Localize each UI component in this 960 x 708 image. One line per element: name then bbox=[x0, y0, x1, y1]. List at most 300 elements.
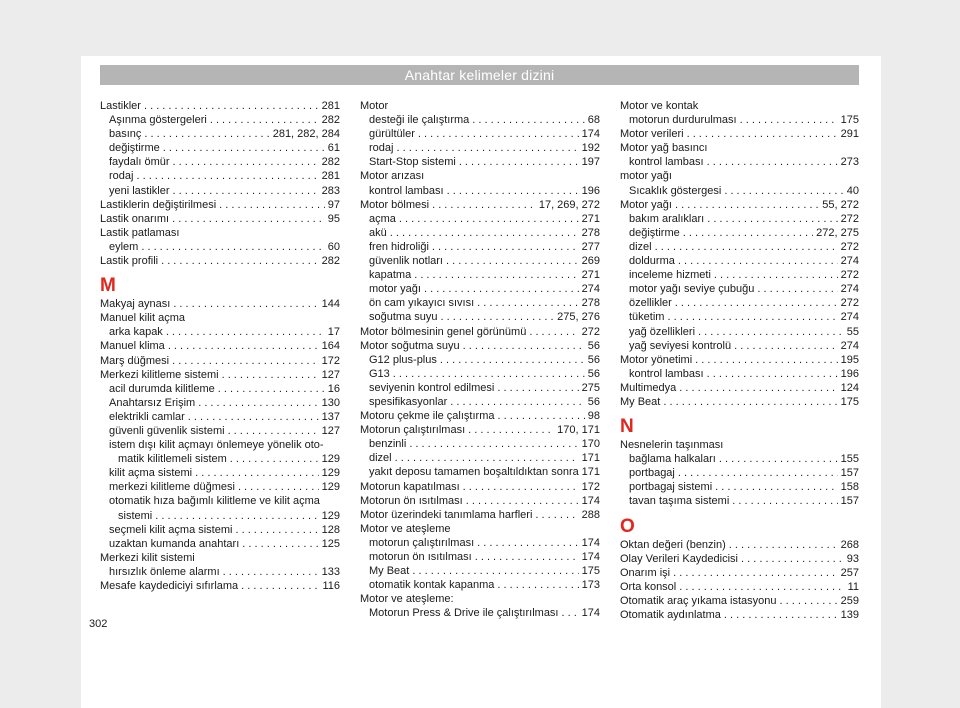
dot-leader bbox=[409, 437, 578, 451]
entry-page-ref: 157 bbox=[840, 467, 859, 480]
entry-page-ref: 282 bbox=[321, 114, 340, 127]
index-entry bbox=[620, 608, 859, 622]
dot-leader bbox=[724, 184, 843, 198]
index-entry bbox=[360, 155, 600, 169]
dot-leader bbox=[172, 354, 319, 368]
dot-leader bbox=[655, 240, 838, 254]
index-entry bbox=[360, 592, 600, 606]
index-entry bbox=[620, 169, 859, 183]
entry-term: motorun ön ısıtılması bbox=[369, 551, 472, 563]
entry-page-ref: 281 bbox=[321, 100, 340, 112]
dot-leader bbox=[529, 325, 578, 339]
dot-leader bbox=[395, 451, 579, 465]
dot-leader bbox=[663, 395, 837, 409]
dot-leader bbox=[675, 198, 819, 212]
index-entry bbox=[620, 594, 859, 608]
index-entry bbox=[620, 353, 859, 367]
index-entry bbox=[620, 212, 859, 226]
dot-leader bbox=[218, 382, 325, 396]
dot-leader bbox=[230, 452, 319, 466]
entry-page-ref: 17, 269, 272 bbox=[538, 198, 600, 211]
entry-term: Motor soğutma suyu bbox=[360, 339, 460, 352]
entry-page-ref: 17 bbox=[327, 326, 340, 339]
dot-leader bbox=[390, 226, 579, 240]
index-entry bbox=[360, 381, 600, 395]
index-entry bbox=[620, 466, 859, 480]
entry-page-ref: 172 bbox=[581, 480, 600, 493]
dot-leader bbox=[440, 310, 554, 324]
index-column-2 bbox=[360, 99, 600, 620]
dot-leader bbox=[734, 339, 838, 353]
dot-leader bbox=[679, 580, 844, 594]
dot-leader bbox=[396, 141, 578, 155]
entry-term: Lastiklerin değiştirilmesi bbox=[100, 198, 217, 211]
entry-page-ref: 93 bbox=[846, 552, 859, 565]
dot-leader bbox=[450, 395, 584, 409]
entry-term: dizel bbox=[629, 240, 652, 253]
index-entry bbox=[360, 99, 600, 113]
entry-term: G13 bbox=[369, 367, 390, 380]
entry-page-ref: 125 bbox=[321, 537, 340, 550]
entry-page-ref: 129 bbox=[321, 509, 340, 522]
entry-term: Start-Stop sistemi bbox=[369, 156, 456, 169]
entry-term: Lastik profili bbox=[100, 255, 159, 268]
entry-term: motorun çalıştırılması bbox=[369, 536, 475, 549]
entry-term: desteği ile çalıştırma bbox=[369, 114, 470, 127]
index-entry bbox=[360, 127, 600, 141]
entry-page-ref: 55, 272 bbox=[822, 198, 859, 211]
entry-page-ref: 274 bbox=[840, 255, 859, 268]
entry-term: Mesafe kaydediciyi sıfırlama bbox=[100, 580, 239, 592]
entry-page-ref: 129 bbox=[321, 453, 340, 466]
page-title: Anahtar kelimeler dizini bbox=[100, 65, 859, 85]
entry-term: Sıcaklık göstergesi bbox=[629, 184, 722, 197]
dot-leader bbox=[219, 198, 325, 212]
index-entry bbox=[620, 494, 859, 508]
index-entry bbox=[100, 480, 340, 494]
entry-page-ref: 97 bbox=[327, 198, 340, 211]
entry-page-ref: 291 bbox=[840, 128, 859, 141]
index-entry bbox=[360, 254, 600, 268]
index-entry bbox=[100, 579, 340, 593]
index-entry bbox=[100, 311, 340, 325]
dot-leader bbox=[724, 608, 838, 622]
entry-term: uzaktan kumanda anahtarı bbox=[109, 537, 240, 550]
dot-leader bbox=[732, 494, 837, 508]
dot-leader bbox=[222, 368, 319, 382]
index-entry bbox=[100, 466, 340, 480]
index-entry bbox=[100, 551, 340, 565]
entry-page-ref: 273 bbox=[840, 156, 859, 169]
dot-leader bbox=[418, 127, 579, 141]
index-entry bbox=[360, 451, 600, 465]
index-entry bbox=[360, 494, 600, 508]
entry-term: kontrol lambası bbox=[629, 156, 704, 169]
entry-page-ref: 259 bbox=[840, 594, 859, 607]
index-entry bbox=[620, 452, 859, 466]
entry-term: yeni lastikler bbox=[109, 184, 170, 197]
index-entry bbox=[100, 127, 340, 141]
index-entry bbox=[100, 212, 340, 226]
dot-leader bbox=[463, 480, 579, 494]
entry-term: motorun durdurulması bbox=[629, 114, 737, 127]
entry-term: gürültüler bbox=[369, 128, 415, 141]
entry-term: Motor bölmesinin genel görünümü bbox=[360, 325, 527, 338]
entry-page-ref: 175 bbox=[581, 565, 600, 578]
index-entry bbox=[620, 113, 859, 127]
entry-term: yağ özellikleri bbox=[629, 325, 696, 338]
dot-leader bbox=[198, 396, 318, 410]
index-entry bbox=[100, 184, 340, 198]
dot-leader bbox=[679, 381, 837, 395]
index-entry bbox=[360, 310, 600, 324]
entry-term: Lastik onarımı bbox=[100, 212, 170, 225]
entry-page-ref: 271 bbox=[581, 269, 600, 282]
index-entry bbox=[360, 564, 600, 578]
section-letter: M bbox=[100, 275, 116, 297]
index-entry bbox=[360, 353, 600, 367]
entry-term: yakıt deposu tamamen boşaltıldıktan sonra bbox=[369, 466, 579, 479]
dot-leader bbox=[667, 310, 837, 324]
index-entry bbox=[100, 424, 340, 438]
dot-leader bbox=[210, 113, 319, 127]
dot-leader bbox=[163, 141, 325, 155]
index-entry bbox=[100, 410, 340, 424]
entry-page-ref: 196 bbox=[840, 367, 859, 380]
entry-term: Motor bölmesi bbox=[360, 198, 430, 211]
index-entry bbox=[100, 494, 340, 508]
dot-leader bbox=[223, 565, 319, 579]
index-entry bbox=[360, 141, 600, 155]
entry-term: arka kapak bbox=[109, 326, 163, 339]
entry-page-ref: 192 bbox=[581, 142, 600, 155]
entry-page-ref: 171 bbox=[581, 452, 600, 465]
entry-page-ref: 172 bbox=[321, 354, 340, 367]
index-entry bbox=[360, 578, 600, 592]
index-entry bbox=[620, 184, 859, 198]
entry-term: inceleme hizmeti bbox=[629, 269, 711, 282]
entry-page-ref: 157 bbox=[840, 495, 859, 508]
dot-leader bbox=[241, 579, 319, 593]
entry-page-ref: 174 bbox=[581, 536, 600, 549]
index-entry bbox=[360, 437, 600, 451]
dot-leader bbox=[173, 184, 319, 198]
entry-page-ref: 274 bbox=[840, 311, 859, 324]
entry-term: Motor yönetimi bbox=[620, 353, 693, 366]
entry-term: kontrol lambası bbox=[629, 367, 704, 380]
index-entry bbox=[620, 381, 859, 395]
entry-term: açma bbox=[369, 212, 396, 225]
index-entry bbox=[620, 367, 859, 381]
index-entry bbox=[620, 296, 859, 310]
entry-page-ref: 133 bbox=[321, 565, 340, 578]
entry-term: G12 plus-plus bbox=[369, 353, 437, 366]
entry-term: yağ seviyesi kontrolü bbox=[629, 339, 732, 352]
index-entry bbox=[620, 538, 859, 552]
entry-page-ref: 196 bbox=[581, 184, 600, 197]
entry-page-ref: 271 bbox=[581, 212, 600, 225]
dot-leader bbox=[707, 212, 837, 226]
entry-term: Otomatik araç yıkama istasyonu bbox=[620, 594, 777, 607]
entry-page-ref: 281, 282, 284 bbox=[272, 128, 340, 141]
dot-leader bbox=[141, 240, 324, 254]
entry-term: Oktan değeri (benzin) bbox=[620, 538, 726, 551]
index-column-3 bbox=[620, 99, 859, 622]
entry-term: Aşınma göstergeleri bbox=[109, 114, 207, 127]
entry-term: hırsızlık önleme alarmı bbox=[109, 565, 220, 578]
entry-term: fren hidroliği bbox=[369, 240, 429, 253]
entry-term: Nesnelerin taşınması bbox=[620, 439, 724, 452]
index-entry bbox=[100, 565, 340, 579]
entry-term: tüketim bbox=[629, 311, 665, 324]
entry-term: otomatik kontak kapanma bbox=[369, 579, 495, 592]
entry-term: Motoru çekme ile çalıştırma bbox=[360, 410, 495, 423]
index-entry bbox=[100, 169, 340, 183]
entry-term: istem dışı kilit açmayı önlemeye yönelik oto- bbox=[109, 439, 324, 452]
dot-leader bbox=[562, 606, 579, 620]
dot-leader bbox=[459, 155, 579, 169]
index-entry bbox=[100, 537, 340, 551]
entry-page-ref: 155 bbox=[840, 453, 859, 466]
index-entry bbox=[360, 480, 600, 494]
dot-leader bbox=[144, 127, 269, 141]
entry-term: elektrikli camlar bbox=[109, 410, 185, 423]
entry-term: Onarım işi bbox=[620, 566, 671, 579]
entry-page-ref: 116 bbox=[322, 580, 340, 592]
index-entry bbox=[620, 155, 859, 169]
entry-term: dizel bbox=[369, 452, 392, 465]
index-entry bbox=[100, 354, 340, 368]
entry-term: seçmeli kilit açma sistemi bbox=[109, 523, 233, 536]
dot-leader bbox=[440, 353, 585, 367]
dot-leader bbox=[432, 198, 536, 212]
entry-page-ref: 95 bbox=[327, 212, 340, 225]
dot-leader bbox=[168, 339, 319, 353]
entry-term: Motor ve ateşleme: bbox=[360, 593, 454, 606]
entry-page-ref: 144 bbox=[321, 298, 340, 311]
entry-page-ref: 268 bbox=[840, 538, 859, 551]
entry-term: motor yağı bbox=[369, 283, 421, 296]
index-entry bbox=[100, 155, 340, 169]
index-entry bbox=[100, 396, 340, 410]
entry-term: kontrol lambası bbox=[369, 184, 444, 197]
entry-term: basınç bbox=[109, 128, 142, 141]
entry-term: Olay Verileri Kaydedicisi bbox=[620, 552, 738, 565]
index-entry bbox=[620, 226, 859, 240]
index-entry bbox=[620, 310, 859, 324]
entry-term: Motor üzerindeki tanımlama harfleri bbox=[360, 508, 533, 521]
index-entry bbox=[620, 127, 859, 141]
index-entry bbox=[360, 282, 600, 296]
index-entry bbox=[360, 550, 600, 564]
index-entry bbox=[100, 368, 340, 382]
entry-page-ref: 128 bbox=[321, 523, 340, 536]
entry-page-ref: 175 bbox=[840, 395, 859, 408]
index-entry bbox=[360, 508, 600, 522]
index-entry bbox=[620, 438, 859, 452]
entry-page-ref: 175 bbox=[840, 114, 859, 127]
entry-page-ref: 275, 276 bbox=[557, 311, 600, 324]
index-entry bbox=[620, 141, 859, 155]
entry-page-ref: 283 bbox=[321, 184, 340, 197]
dot-leader bbox=[393, 367, 585, 381]
index-entry bbox=[100, 382, 340, 396]
entry-page-ref: 56 bbox=[587, 353, 600, 366]
index-entry bbox=[100, 325, 340, 339]
entry-term: özellikler bbox=[629, 297, 672, 310]
entry-term: Motor verileri bbox=[620, 128, 684, 141]
dot-leader bbox=[729, 538, 838, 552]
entry-page-ref: 56 bbox=[587, 339, 600, 352]
entry-page-ref: 272, 275 bbox=[816, 226, 859, 239]
dot-leader bbox=[414, 268, 578, 282]
dot-leader bbox=[715, 480, 837, 494]
entry-page-ref: 272 bbox=[840, 240, 859, 253]
entry-term: Manuel klima bbox=[100, 340, 165, 353]
dot-leader bbox=[432, 240, 579, 254]
entry-term: akü bbox=[369, 226, 387, 239]
entry-page-ref: 197 bbox=[581, 156, 600, 169]
index-entry bbox=[360, 184, 600, 198]
entry-page-ref: 129 bbox=[321, 467, 340, 480]
entry-term: otomatik hıza bağımlı kilitleme ve kilit açma bbox=[109, 495, 320, 508]
entry-page-ref: 139 bbox=[840, 609, 859, 621]
entry-page-ref: 272 bbox=[840, 297, 859, 310]
index-entry bbox=[360, 409, 600, 423]
entry-term: Multimedya bbox=[620, 381, 677, 394]
dot-leader bbox=[466, 494, 579, 508]
entry-term: motor yağı seviye çubuğu bbox=[629, 283, 755, 296]
section-letter: N bbox=[620, 416, 634, 438]
entry-page-ref: 272 bbox=[840, 269, 859, 282]
dot-leader bbox=[228, 424, 319, 438]
entry-term: bakım aralıkları bbox=[629, 212, 705, 225]
entry-page-ref: 275 bbox=[581, 381, 600, 394]
section-letter: O bbox=[620, 515, 635, 537]
index-entry bbox=[360, 226, 600, 240]
entry-page-ref: 164 bbox=[321, 340, 340, 353]
entry-term: Motor ve ateşleme bbox=[360, 522, 451, 535]
entry-term: Orta konsol bbox=[620, 580, 677, 593]
entry-page-ref: 281 bbox=[321, 170, 340, 183]
dot-leader bbox=[678, 466, 838, 480]
entry-page-ref: 55 bbox=[846, 325, 859, 338]
entry-term: benzinli bbox=[369, 438, 407, 451]
dot-leader bbox=[477, 296, 579, 310]
index-entry bbox=[360, 198, 600, 212]
entry-term: spesifikasyonlar bbox=[369, 395, 448, 408]
dot-leader bbox=[678, 254, 838, 268]
index-entry bbox=[620, 480, 859, 494]
entry-term: bağlama halkaları bbox=[629, 453, 716, 466]
entry-page-ref: 272 bbox=[581, 325, 600, 338]
dot-leader bbox=[172, 212, 325, 226]
entry-page-ref: 11 bbox=[847, 580, 859, 593]
dot-leader bbox=[447, 184, 579, 198]
dot-leader bbox=[144, 99, 319, 113]
dot-leader bbox=[399, 212, 579, 226]
index-entry bbox=[620, 198, 859, 212]
index-entry bbox=[100, 226, 340, 240]
entry-term: güvenlik notları bbox=[369, 255, 443, 268]
index-entry bbox=[100, 254, 340, 268]
index-entry bbox=[100, 452, 340, 466]
index-entry bbox=[620, 254, 859, 268]
entry-page-ref: 174 bbox=[581, 607, 600, 620]
dot-leader bbox=[155, 509, 318, 523]
entry-term: doldurma bbox=[629, 255, 675, 268]
entry-term: Motorun ön ısıtılması bbox=[360, 494, 463, 507]
index-entry bbox=[360, 240, 600, 254]
entry-term: değiştirme bbox=[109, 142, 160, 155]
entry-page-ref: 137 bbox=[321, 410, 340, 423]
index-column-1 bbox=[100, 99, 340, 593]
index-entry bbox=[360, 339, 600, 353]
index-entry bbox=[360, 536, 600, 550]
index-entry bbox=[100, 113, 340, 127]
entry-page-ref: 56 bbox=[587, 395, 600, 408]
entry-term: Otomatik aydınlatma bbox=[620, 609, 721, 621]
index-entry bbox=[620, 325, 859, 339]
dot-leader bbox=[173, 155, 319, 169]
dot-leader bbox=[687, 127, 838, 141]
entry-page-ref: 282 bbox=[321, 156, 340, 169]
entry-term: eylem bbox=[109, 240, 139, 253]
entry-term: Motor arızası bbox=[360, 170, 425, 183]
dot-leader bbox=[242, 537, 318, 551]
entry-page-ref: 173 bbox=[581, 579, 600, 592]
dot-leader bbox=[741, 552, 844, 566]
entry-page-ref: 195 bbox=[840, 353, 859, 366]
entry-page-ref: 174 bbox=[581, 128, 600, 141]
entry-term: ön cam yıkayıcı sıvısı bbox=[369, 297, 475, 310]
dot-leader bbox=[173, 297, 318, 311]
entry-term: Motorun kapatılması bbox=[360, 480, 460, 493]
index-entry bbox=[100, 297, 340, 311]
dot-leader bbox=[468, 423, 554, 437]
entry-page-ref: 56 bbox=[587, 367, 600, 380]
index-entry bbox=[100, 523, 340, 537]
entry-page-ref: 61 bbox=[327, 142, 340, 155]
index-entry bbox=[100, 240, 340, 254]
entry-term: rodaj bbox=[109, 170, 134, 183]
entry-term: portbagaj sistemi bbox=[629, 481, 713, 494]
entry-term: Marş düğmesi bbox=[100, 354, 170, 367]
entry-page-ref: 278 bbox=[581, 297, 600, 310]
index-entry bbox=[100, 438, 340, 452]
index-entry bbox=[620, 339, 859, 353]
entry-page-ref: 174 bbox=[581, 494, 600, 507]
entry-term: Merkezi kilit sistemi bbox=[100, 551, 195, 564]
entry-page-ref: 16 bbox=[327, 382, 340, 395]
entry-term: Merkezi kilitleme sistemi bbox=[100, 368, 219, 381]
index-entry bbox=[620, 99, 859, 113]
dot-leader bbox=[707, 155, 838, 169]
entry-term: Motorun Press & Drive ile çalıştırılması bbox=[369, 607, 559, 620]
dot-leader bbox=[238, 480, 319, 494]
index-entry bbox=[360, 113, 600, 127]
index-entry bbox=[620, 282, 859, 296]
entry-page-ref: 98 bbox=[587, 410, 600, 423]
entry-page-ref: 277 bbox=[581, 240, 600, 253]
entry-page-ref: 269 bbox=[581, 255, 600, 268]
entry-term: Lastik patlaması bbox=[100, 226, 180, 239]
entry-term: matik kilitlemeli sistem bbox=[118, 453, 227, 466]
entry-page-ref: 60 bbox=[327, 240, 340, 253]
dot-leader bbox=[707, 367, 838, 381]
entry-term: Makyaj aynası bbox=[100, 298, 171, 311]
index-entry bbox=[360, 423, 600, 437]
